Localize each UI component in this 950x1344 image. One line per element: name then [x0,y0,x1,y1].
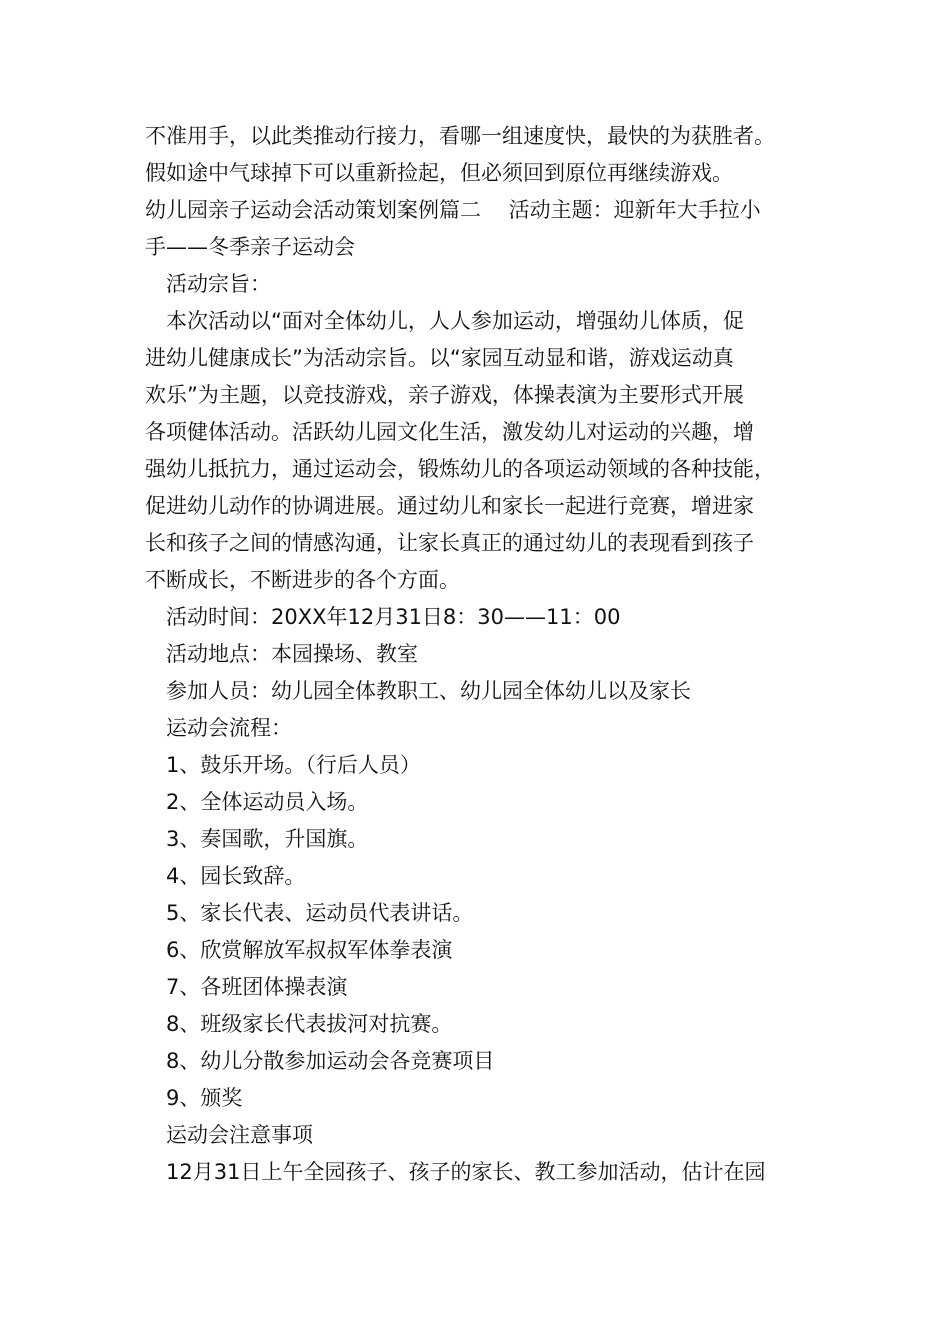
paragraph-line: 12月31日上午全园孩子、孩子的家长、教工参加活动，估计在园 [166,1160,766,1184]
info-line-participants: 参加人员：幼儿园全体教职工、幼儿园全体幼儿以及家长 [166,679,691,703]
paragraph-line: 各项健体活动。活跃幼儿园文化生活，激发幼儿对运动的兴趣，增 [145,420,754,444]
subheading-line: 运动会注意事项 [166,1123,313,1147]
list-item: 2、全体运动员入场。 [166,790,369,814]
paragraph-line: 本次活动以“面对全体幼儿，人人参加运动，增强幼儿体质，促 [166,309,744,333]
paragraph-line: 强幼儿抵抗力，通过运动会，锻炼幼儿的各项运动领域的各种技能， [145,457,775,481]
list-item: 7、各班团体操表演 [166,975,348,999]
subheading-line: 运动会流程： [166,716,292,740]
paragraph-line: 欢乐”为主题，以竞技游戏，亲子游戏，体操表演为主要形式开展 [145,383,744,407]
paragraph-line: 不断成长，不断进步的各个方面。 [145,568,460,592]
paragraph-line: 不准用手，以此类推动行接力，看哪一组速度快，最快的为获胜者。 [145,124,775,148]
info-line-location: 活动地点：本园操场、教室 [166,642,418,666]
paragraph-line: 长和孩子之间的情感沟通，让家长真正的通过幼儿的表现看到孩子 [145,531,754,555]
list-item: 1、鼓乐开场。（行后人员） [166,753,421,777]
section-heading-line: 手——冬季亲子运动会 [145,235,355,259]
list-item: 8、班级家长代表拔河对抗赛。 [166,1012,453,1036]
info-line-time: 活动时间：20XX年12月31日8：30——11：00 [166,605,621,629]
list-item: 5、家长代表、运动员代表讲话。 [166,901,474,925]
list-item: 6、欣赏解放军叔叔军体拳表演 [166,938,453,962]
subheading-line: 活动宗旨： [166,272,271,296]
list-item: 9、颁奖 [166,1086,243,1110]
list-item: 4、园长致辞。 [166,864,306,888]
paragraph-line: 进幼儿健康成长”为活动宗旨。以“家园互动显和谐，游戏运动真 [145,346,734,370]
paragraph-line: 假如途中气球掉下可以重新捡起，但必须回到原位再继续游戏。 [145,161,733,185]
document-body [145,118,825,1191]
paragraph-line: 促进幼儿动作的协调进展。通过幼儿和家长一起进行竞赛，增进家 [145,494,754,518]
list-item: 8、幼儿分散参加运动会各竞赛项目 [166,1049,495,1073]
section-heading-line: 幼儿园亲子运动会活动策划案例篇二 活动主题：迎新年大手拉小 [145,198,761,222]
list-item: 3、奏国歌，升国旗。 [166,827,369,851]
